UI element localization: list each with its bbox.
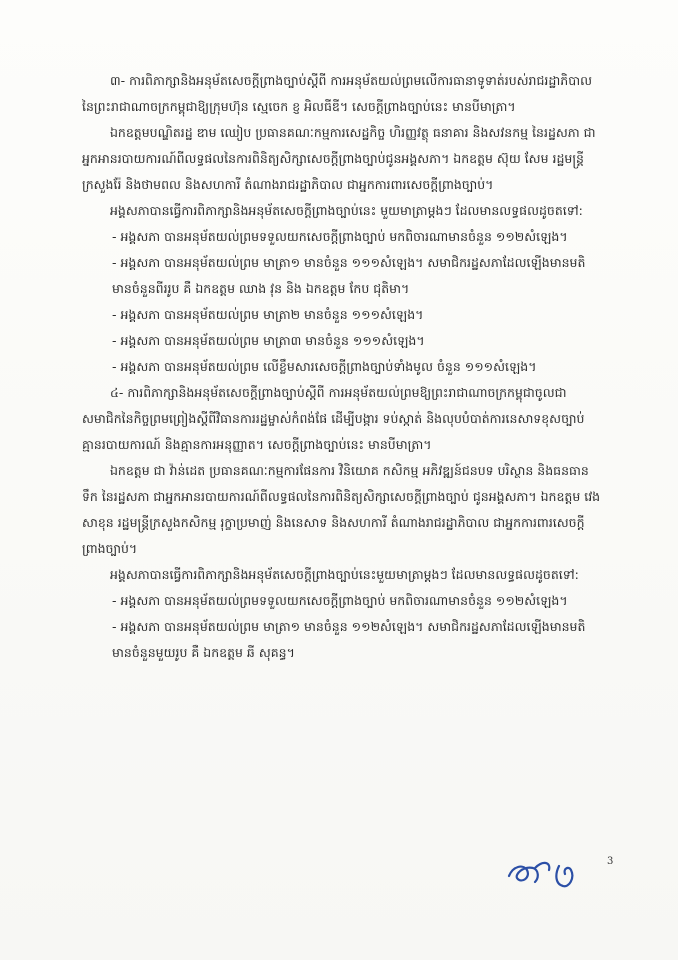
- section-4-title: ៤- ការពិភាក្សានិងអនុម័តសេចក្តីព្រាងច្បាប់ស្តីពី ការអនុម័តយល់ព្រមឱ្យព្រះរាជាណាចក្រកម្ពុជាចូលជាសមាជិកនៃកិច្ចព្រមព្រៀងស្តីពីវិធានការរដ្ឋម្ចាស់កំពង់ផែ ដើម្បីបង្ការ ទប់ស្កាត់ និងលុបបំបាត់ការនេសាទខុសច្បាប់ គ្មានរបាយការណ៍ និងគ្មានការអនុញ្ញាត។ សេចក្តីព្រាងច្បាប់នេះ មានបីមាត្រា។: [82, 385, 585, 452]
- section-3-result: - អង្គសភា បានអនុម័តយល់ព្រម មាត្រា៣ មានចំនួន ១១១សំឡេង។: [112, 333, 425, 348]
- signature-stroke: [509, 863, 572, 886]
- section-3-title: ៣- ការពិភាក្សានិងអនុម័តសេចក្តីព្រាងច្បាប់ស្តីពី ការអនុម័តយល់ព្រមលើការធានាទូទាត់របស់រាជរដ្ឋាភិបាលនៃព្រះរាជាណាចក្រកម្ពុជាឱ្យក្រុមហ៊ុន ស្មេចេក ខ្ញ អិលធីឌី។ សេចក្តីព្រាងច្បាប់នេះ មានបីមាត្រា។: [82, 73, 593, 114]
- section-3-intro: អង្គសភាបានធ្វើការពិភាក្សានិងអនុម័តសេចក្តីព្រាងច្បាប់នេះ មួយមាត្រាម្តងៗ ដែលមានលទ្ធផលដូចតទៅ:: [110, 203, 583, 218]
- section-3-result: - អង្គសភា បានអនុម័តយល់ព្រម លើខ្លឹមសារសេចក្តីព្រាងច្បាប់ទាំងមូល ចំនួន ១១១សំឡេង។: [112, 359, 537, 374]
- section-3-result: - អង្គសភា បានអនុម័តយល់ព្រម មាត្រា២ មានចំនួន ១១១សំឡេង។: [112, 307, 424, 322]
- section-4-result: - អង្គសភា បានអនុម័តយល់ព្រមទទួលយកសេចក្តីព្រាងច្បាប់ មកពិចារណាមានចំនួន ១១២សំឡេង។: [112, 593, 568, 608]
- section-3-result: - អង្គសភា បានអនុម័តយល់ព្រមទទួលយកសេចក្តីព្រាងច្បាប់ មកពិចារណាមានចំនួន ១១២សំឡេង។: [112, 229, 568, 244]
- signature-mark: [505, 848, 590, 893]
- section-3-presenters: ឯកឧត្តមបណ្ឌិតរដ្ឋ ឌាម ឈៀប ប្រធានគណៈកម្មការសេដ្ឋកិច្ច ហិរញ្ញវត្ថុ ធនាគារ និងសវនកម្ម នៃរដ្ឋសភា ជាអ្នកអានរបាយការណ៍ពីលទ្ធផលនៃការពិនិត្យសិក្សាសេចក្តីព្រាងច្បាប់ជូនអង្គសភា។ ឯកឧត្តម ស៊ុយ សែម រដ្ឋមន្ត្រីក្រសួងរ៉ែ និងថាមពល និងសហការី តំណាងរាជរដ្ឋាភិបាល ជាអ្នកការពារសេចក្តីព្រាងច្បាប់។: [82, 125, 596, 192]
- page-number: 3: [607, 856, 614, 867]
- section-4-presenters: ឯកឧត្តម ជា វ៉ាន់ដេត ប្រធានគណៈកម្មការផែនការ វិនិយោគ កសិកម្ម អភិវឌ្ឍន៍ជនបទ បរិស្ថាន និងធនធានទឹក នៃរដ្ឋសភា ជាអ្នកអានរបាយការណ៍ពីលទ្ធផលនៃការពិនិត្យសិក្សាសេចក្តីព្រាងច្បាប់ ជូនអង្គសភា។ ឯកឧត្តម វេង សាខុន រដ្ឋមន្ត្រីក្រសួងកសិកម្ម រុក្ខាប្រមាញ់ និងនេសាទ និងសហការី តំណាងរាជរដ្ឋាភិបាល ជាអ្នកការពារសេចក្តីព្រាងច្បាប់។: [82, 463, 601, 556]
- section-4-intro: អង្គសភាបានធ្វើការពិភាក្សានិងអនុម័តសេចក្តីព្រាងច្បាប់នេះមួយមាត្រាម្តងៗ ដែលមានលទ្ធផលដូចតទៅ:: [110, 567, 579, 582]
- document-body: [82, 68, 602, 666]
- section-4-result: - អង្គសភា បានអនុម័តយល់ព្រម មាត្រា១ មានចំនួន ១១២សំឡេង។ សមាជិករដ្ឋសភាដែលឡើងមានមតិ មានចំនួនមួយរូប គឺ ឯកឧត្តម ឆី សុគន្ធ។: [112, 619, 586, 660]
- section-3-result: - អង្គសភា បានអនុម័តយល់ព្រម មាត្រា១ មានចំនួន ១១១សំឡេង។ សមាជិករដ្ឋសភាដែលឡើងមានមតិ មានចំនួនពីររូប គឺ ឯកឧត្តម ឈាង វុន និង ឯកឧត្តម កែប ជុតិមា។: [112, 255, 586, 296]
